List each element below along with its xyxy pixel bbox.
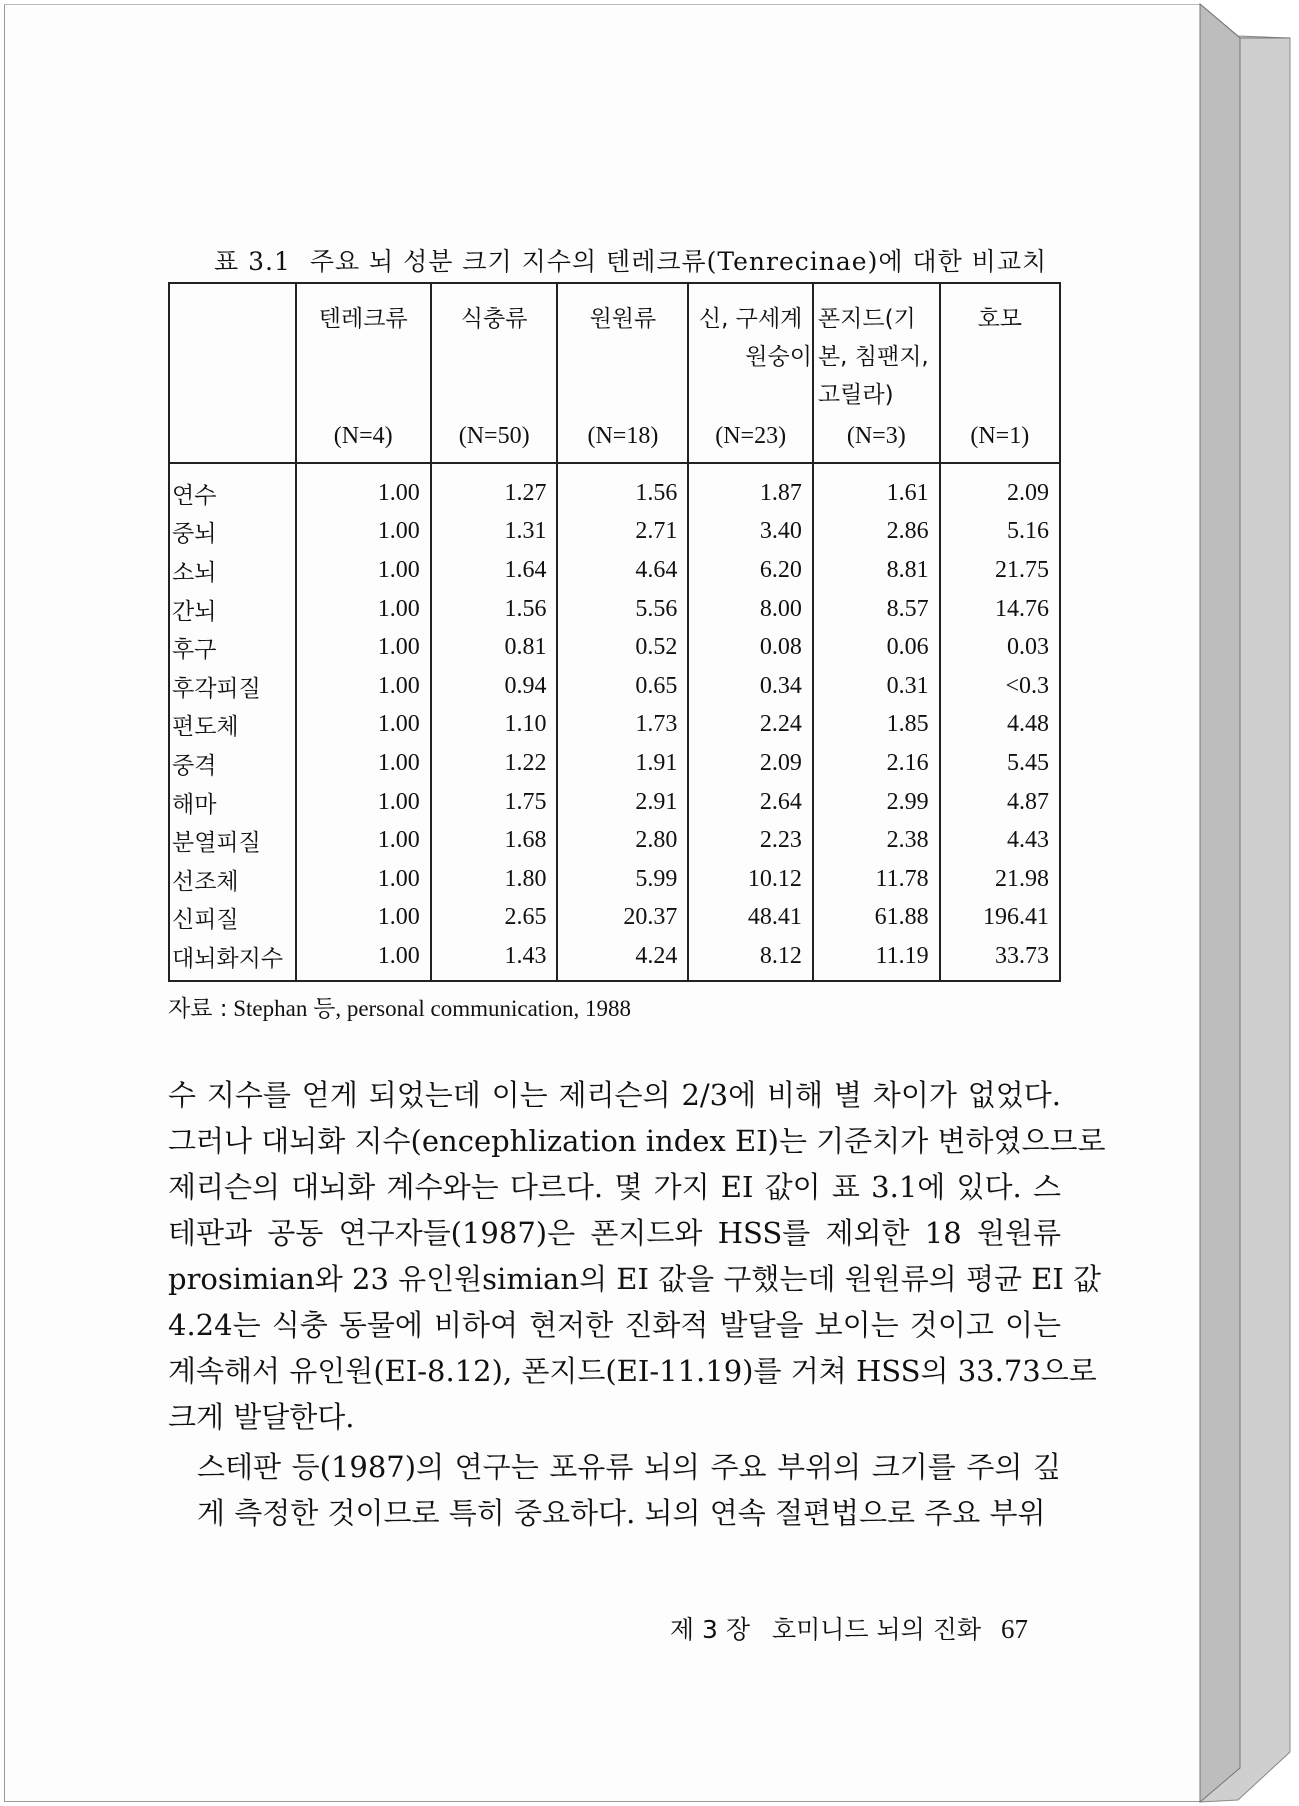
row-label: 선조체 <box>169 860 296 899</box>
table-body <box>169 463 1060 981</box>
row-label: 편도체 <box>169 706 296 745</box>
table-cell: 1.00 <box>296 783 431 822</box>
table-cell: 0.81 <box>431 628 558 667</box>
table-cell: 2.71 <box>557 513 688 552</box>
table-cell: 20.37 <box>557 899 688 938</box>
table-cell: 0.06 <box>813 628 940 667</box>
table-cell: 1.22 <box>431 744 558 783</box>
column-header <box>296 283 431 463</box>
table-cell: 0.52 <box>557 628 688 667</box>
table-cell: 1.00 <box>296 860 431 899</box>
table-row <box>169 590 1060 629</box>
table-cell: 1.80 <box>431 860 558 899</box>
table-cell: 2.38 <box>813 821 940 860</box>
row-label: 분열피질 <box>169 821 296 860</box>
column-header <box>557 283 688 463</box>
table-cell: 1.00 <box>296 937 431 981</box>
text-line: 게 측정한 것이므로 특히 중요하다. 뇌의 연속 절편법으로 주요 부위 <box>197 1496 1046 1530</box>
table-row <box>169 937 1060 981</box>
table-cell: 6.20 <box>688 551 813 590</box>
table-cell: 0.08 <box>688 628 813 667</box>
column-label-line: 본, 침팬지, <box>817 344 929 370</box>
text-line: 제리슨의 대뇌화 계수와는 다르다. 몇 가지 EI 값이 표 3.1에 있다. 스 <box>168 1170 1061 1204</box>
column-header <box>940 283 1060 463</box>
paragraph-2 <box>168 1444 1061 1536</box>
table-cell: 1.56 <box>557 463 688 513</box>
table-cell: 8.00 <box>688 590 813 629</box>
table-cell: 196.41 <box>940 899 1060 938</box>
table-row <box>169 628 1060 667</box>
table-cell: <0.3 <box>940 667 1060 706</box>
comparison-table <box>168 282 1061 982</box>
text-line: 계속해서 유인원(EI-8.12), 폰지드(EI-11.19)를 거쳐 HSS의 33.73으로 <box>168 1354 1097 1388</box>
paragraph-1 <box>168 1072 1106 1440</box>
column-n: (N=3) <box>846 423 906 449</box>
header-corner <box>169 283 296 463</box>
table-cell: 8.12 <box>688 937 813 981</box>
table-cell: 5.16 <box>940 513 1060 552</box>
table-cell: 1.00 <box>296 667 431 706</box>
table-cell: 2.09 <box>940 463 1060 513</box>
column-label <box>689 284 812 376</box>
table-cell: 1.73 <box>557 706 688 745</box>
table-cell: 1.00 <box>296 744 431 783</box>
table-cell: 2.91 <box>557 783 688 822</box>
caption-text: 주요 뇌 성분 크기 지수의 텐레크류(Tenrecinae)에 대한 비교치 <box>309 247 1048 276</box>
table-cell: 4.24 <box>557 937 688 981</box>
table-cell: 21.75 <box>940 551 1060 590</box>
table-cell: 1.85 <box>813 706 940 745</box>
text-line: 그러나 대뇌화 지수(encephlization index EI)는 기준치가 변하였으므로 <box>168 1124 1106 1158</box>
table-row <box>169 860 1060 899</box>
table-row <box>169 899 1060 938</box>
column-n: (N=1) <box>970 423 1030 449</box>
table-cell: 2.65 <box>431 899 558 938</box>
table-cell: 4.87 <box>940 783 1060 822</box>
column-label-line: 폰지드(기 <box>817 306 916 332</box>
table-row <box>169 551 1060 590</box>
column-label-line: 고릴라) <box>817 382 894 408</box>
row-label: 중격 <box>169 744 296 783</box>
table-cell: 2.64 <box>688 783 813 822</box>
column-label <box>558 284 687 338</box>
table-cell: 1.00 <box>296 513 431 552</box>
table-cell: 48.41 <box>688 899 813 938</box>
column-header <box>688 283 813 463</box>
column-header <box>813 283 940 463</box>
body-text <box>168 1072 1106 1536</box>
table-cell: 2.09 <box>688 744 813 783</box>
table-cell: 1.87 <box>688 463 813 513</box>
table-cell: 1.00 <box>296 706 431 745</box>
table-cell: 1.43 <box>431 937 558 981</box>
table-cell: 4.43 <box>940 821 1060 860</box>
column-label-line: 원원류 <box>589 306 657 332</box>
table-cell: 1.56 <box>431 590 558 629</box>
column-label-line: 호모 <box>977 306 1023 332</box>
table-row <box>169 821 1060 860</box>
table-cell: 2.16 <box>813 744 940 783</box>
table-cell: 33.73 <box>940 937 1060 981</box>
row-label: 소뇌 <box>169 551 296 590</box>
table-cell: 1.31 <box>431 513 558 552</box>
text-line: 4.24는 식충 동물에 비하여 현저한 진화적 발달을 보이는 것이고 이는 <box>168 1308 1061 1342</box>
table-cell: 2.23 <box>688 821 813 860</box>
table-cell: 0.03 <box>940 628 1060 667</box>
table-cell: 1.00 <box>296 590 431 629</box>
table-cell: 2.86 <box>813 513 940 552</box>
text-line: 테판과 공동 연구자들(1987)은 폰지드와 HSS를 제외한 18 원원류 <box>168 1216 1061 1250</box>
footer-chapter-title: 호미니드 뇌의 진화 <box>771 1615 982 1644</box>
caption-number: 표 3.1 <box>214 247 291 276</box>
column-n: (N=18) <box>587 423 659 449</box>
text-line: prosimian와 23 유인원simian의 EI 값을 구했는데 원원류의 평균 EI 값 <box>168 1262 1102 1296</box>
table-cell: 14.76 <box>940 590 1060 629</box>
table-cell: 61.88 <box>813 899 940 938</box>
table-cell: 5.56 <box>557 590 688 629</box>
column-n: (N=50) <box>458 423 530 449</box>
table-cell: 11.19 <box>813 937 940 981</box>
row-label: 중뇌 <box>169 513 296 552</box>
table-cell: 21.98 <box>940 860 1060 899</box>
table-cell: 1.00 <box>296 463 431 513</box>
column-n: (N=23) <box>715 423 787 449</box>
column-n: (N=4) <box>333 423 393 449</box>
table-cell: 2.99 <box>813 783 940 822</box>
column-label-line: 신, 구세계 <box>698 306 803 332</box>
table-cell: 0.65 <box>557 667 688 706</box>
text-line: 크게 발달한다. <box>168 1400 355 1434</box>
source-text: Stephan 등, personal communication, 1988 <box>233 996 632 1021</box>
table-cell: 1.75 <box>431 783 558 822</box>
page-number: 67 <box>1001 1614 1028 1644</box>
table-cell: 1.10 <box>431 706 558 745</box>
footer-chapter: 제 3 장 <box>669 1615 750 1644</box>
table-row <box>169 706 1060 745</box>
table-cell: 8.57 <box>813 590 940 629</box>
table-cell: 1.00 <box>296 628 431 667</box>
table-header-row <box>169 283 1060 463</box>
table-cell: 0.31 <box>813 667 940 706</box>
text-line: 스테판 등(1987)의 연구는 포유류 뇌의 주요 부위의 크기를 주의 깊 <box>197 1450 1061 1484</box>
column-label-line: 텐레크류 <box>318 306 408 332</box>
table-cell: 1.91 <box>557 744 688 783</box>
column-label <box>432 284 557 338</box>
table-cell: 8.81 <box>813 551 940 590</box>
page-footer <box>668 1610 1028 1646</box>
text-line: 수 지수를 얻게 되었는데 이는 제리슨의 2/3에 비해 별 차이가 없었다. <box>168 1078 1061 1112</box>
row-label: 대뇌화지수 <box>169 937 296 981</box>
table-cell: 5.99 <box>557 860 688 899</box>
table-cell: 4.48 <box>940 706 1060 745</box>
column-label-line: 식충류 <box>460 306 528 332</box>
table-row <box>169 744 1060 783</box>
table-cell: 0.94 <box>431 667 558 706</box>
table-cell: 1.27 <box>431 463 558 513</box>
source-label: 자료 : <box>168 996 228 1022</box>
table-cell: 4.64 <box>557 551 688 590</box>
table-cell: 1.00 <box>296 821 431 860</box>
row-label: 후구 <box>169 628 296 667</box>
table-cell: 2.80 <box>557 821 688 860</box>
table-row <box>169 463 1060 513</box>
table-cell: 1.00 <box>296 899 431 938</box>
table-cell: 10.12 <box>688 860 813 899</box>
column-label-line: 원숭이 <box>745 344 812 370</box>
table-cell: 11.78 <box>813 860 940 899</box>
table-cell: 2.24 <box>688 706 813 745</box>
table-cell: 1.61 <box>813 463 940 513</box>
column-header <box>431 283 558 463</box>
column-label <box>297 284 430 338</box>
row-label: 간뇌 <box>169 590 296 629</box>
table-caption <box>214 242 1048 278</box>
column-label <box>814 284 939 414</box>
table-cell: 1.00 <box>296 551 431 590</box>
table-row <box>169 513 1060 552</box>
table-cell: 5.45 <box>940 744 1060 783</box>
table-cell: 1.68 <box>431 821 558 860</box>
row-label: 신피질 <box>169 899 296 938</box>
table-source <box>168 990 631 1023</box>
row-label: 연수 <box>169 463 296 513</box>
table-row <box>169 783 1060 822</box>
row-label: 해마 <box>169 783 296 822</box>
table-cell: 0.34 <box>688 667 813 706</box>
table-cell: 3.40 <box>688 513 813 552</box>
table-row <box>169 667 1060 706</box>
column-label <box>941 284 1059 338</box>
row-label: 후각피질 <box>169 667 296 706</box>
table-cell: 1.64 <box>431 551 558 590</box>
